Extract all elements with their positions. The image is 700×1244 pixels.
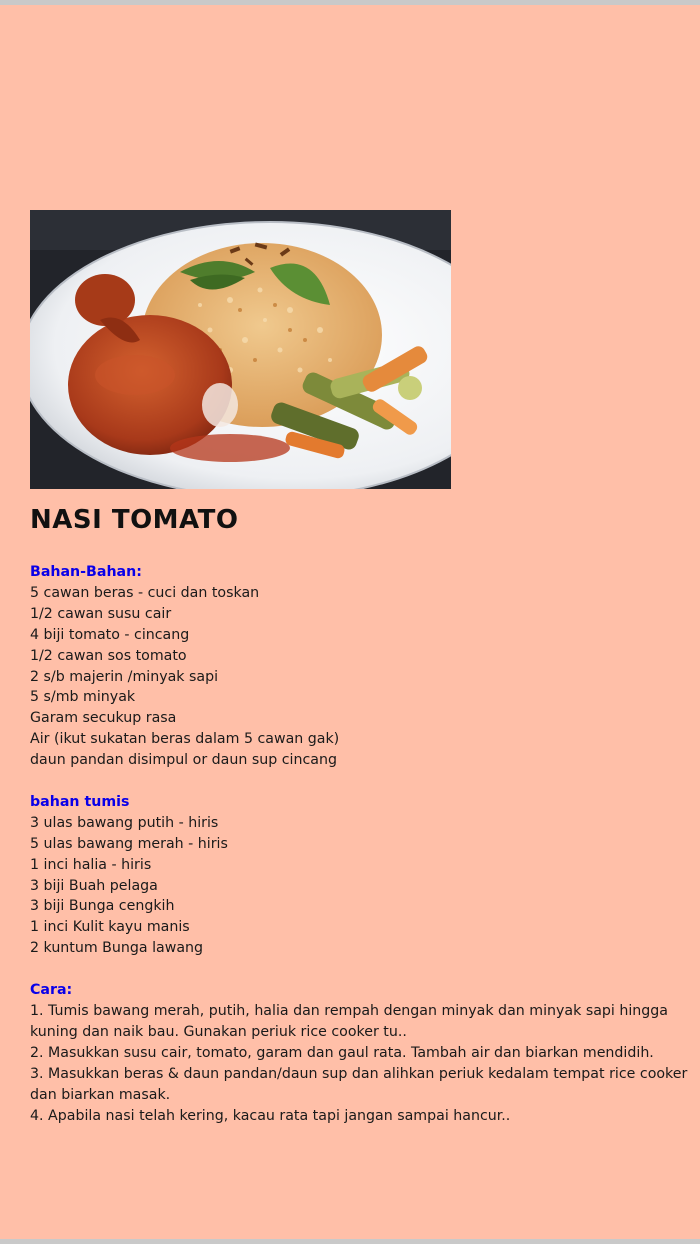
ingredient-item: 4 biji tomato - cincang (30, 626, 190, 643)
sauteed-ingredient-item: 3 biji Buah pelaga (30, 877, 158, 894)
recipe-content (30, 562, 695, 1126)
sauteed-ingredient-item: 2 kuntum Bunga lawang (30, 940, 204, 957)
sauteed-ingredient-item: 5 ulas bawang merah - hiris (30, 835, 228, 852)
method-heading: Cara: (30, 982, 73, 999)
method-step: 4. Apabila nasi telah kering, kacau rata tapi jangan sampai hancur.. (30, 1107, 511, 1124)
method-step: 1. Tumis bawang merah, putih, halia dan rempah dengan minyak dan minyak sapi hingga kuning dan naik bau. Gunakan periuk rice cooker tu.. (30, 1003, 669, 1040)
sauteed-ingredient-item: 3 biji Bunga cengkih (30, 898, 175, 915)
nasi-tomato-photo (30, 210, 451, 489)
method-steps (30, 1001, 695, 1126)
ingredient-item: 5 s/mb minyak (30, 689, 136, 706)
method-step: 2. Masukkan susu cair, tomato, garam dan gaul rata. Tambah air dan biarkan mendidih. (30, 1044, 654, 1061)
ingredient-item: Garam secukup rasa (30, 710, 177, 727)
ingredient-item: 1/2 cawan sos tomato (30, 647, 187, 664)
method-step: 3. Masukkan beras & daun pandan/daun sup dan alihkan periuk kedalam tempat rice cooker dan biarkan masak. (30, 1065, 688, 1103)
ingredient-item: 1/2 cawan susu cair (30, 605, 172, 622)
ingredient-item: 2 s/b majerin /minyak sapi (30, 668, 219, 685)
section-spacer (30, 959, 695, 980)
ingredient-item: Air (ikut sukatan beras dalam 5 cawan gak) (30, 731, 340, 748)
section-spacer (30, 771, 695, 792)
sauteed-ingredients-list (30, 813, 695, 959)
sauteed-ingredient-item: 1 inci Kulit kayu manis (30, 919, 190, 936)
ingredients-heading: Bahan-Bahan: (30, 564, 142, 580)
sauteed-ingredients-heading: bahan tumis (30, 793, 130, 810)
ingredient-item: daun pandan disimpul or daun sup cincang (30, 752, 337, 769)
ingredients-list (30, 583, 695, 771)
recipe-title: NASI TOMATO (30, 505, 239, 535)
sauteed-ingredient-item: 3 ulas bawang putih - hiris (30, 814, 219, 831)
food-image (30, 210, 451, 489)
sauteed-ingredient-item: 1 inci halia - hiris (30, 856, 152, 873)
recipe-page (0, 5, 700, 1239)
ingredient-item: 5 cawan beras - cuci dan toskan (30, 584, 260, 601)
